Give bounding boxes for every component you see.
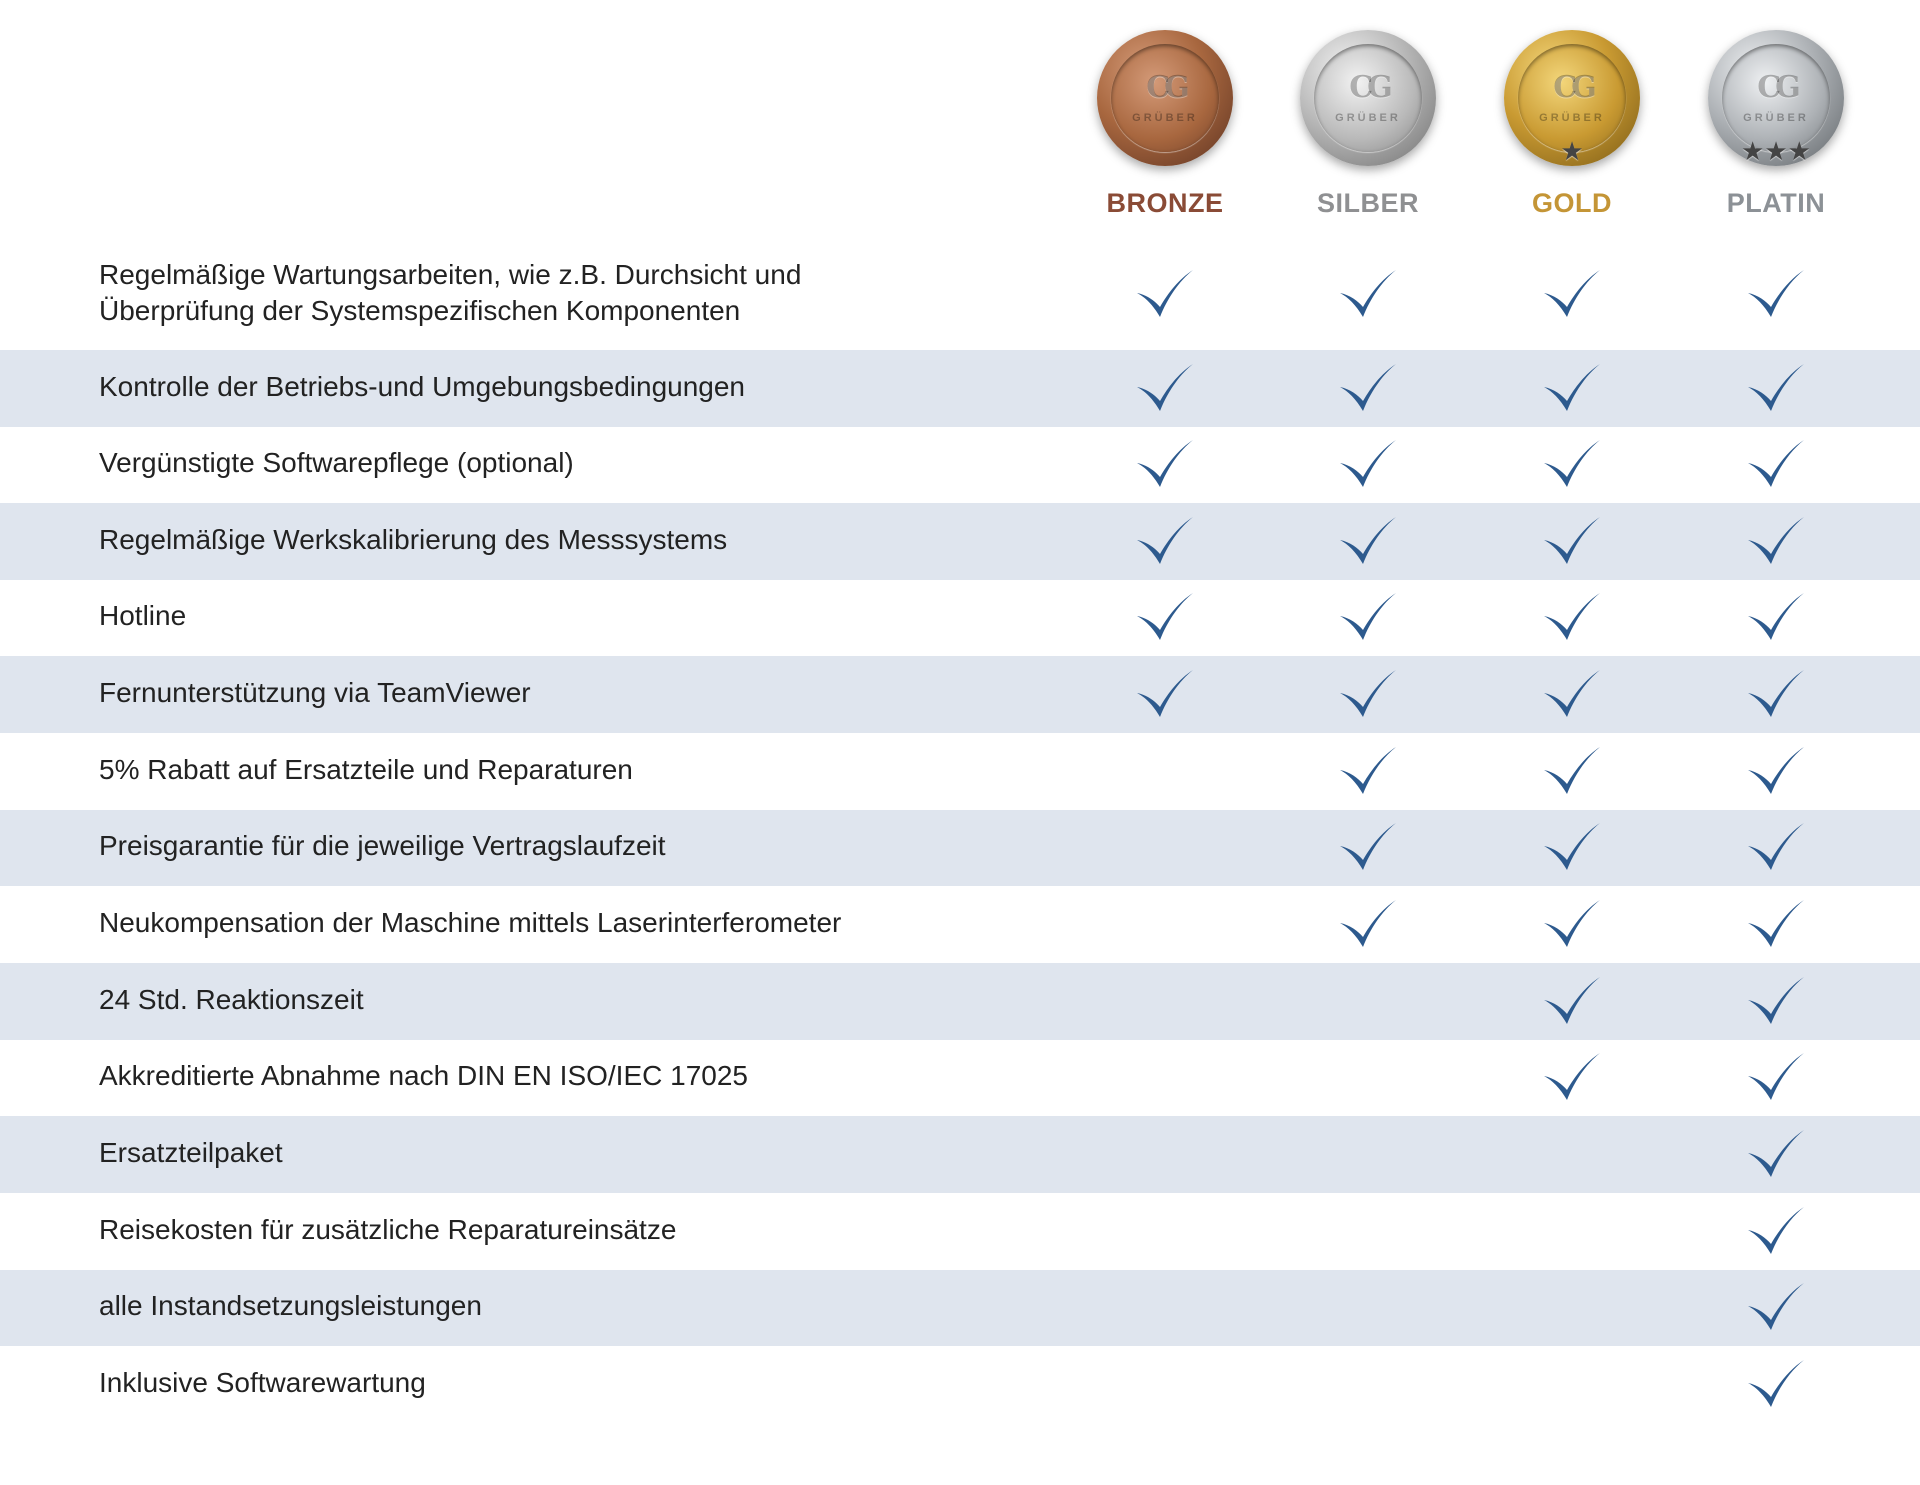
feature-row [0, 810, 1920, 886]
feature-row [0, 656, 1920, 733]
feature-label-line: Vergünstigte Softwarepflege (optional) [99, 447, 574, 478]
feature-label-line: Regelmäßige Werkskalibrierung des Messsystems [99, 524, 728, 555]
medal-brand: GRÜBER [1743, 112, 1809, 124]
checkmark-icon [1746, 974, 1806, 1030]
tier-header [0, 0, 1920, 240]
checkmark-icon [1746, 514, 1806, 570]
medal-icon [1097, 30, 1233, 166]
feature-label-line: Hotline [99, 600, 187, 631]
checkmark-icon [1746, 744, 1806, 800]
feature-label [99, 1212, 999, 1248]
checkmark-icon [1746, 820, 1806, 876]
star-icon: ★★★ [1741, 136, 1811, 166]
tier-bronze [1065, 30, 1265, 230]
feature-label-line: Überprüfung der Systemspezifischen Komponenten [99, 295, 741, 326]
feature-row [0, 1040, 1920, 1116]
feature-label-line: Reisekosten für zusätzliche Reparatureinsätze [99, 1214, 677, 1245]
feature-row [0, 1116, 1920, 1193]
checkmark-icon [1746, 1204, 1806, 1260]
feature-label-line: Ersatzteilpaket [99, 1137, 283, 1168]
feature-label [99, 752, 999, 788]
feature-label-line: Inklusive Softwarewartung [99, 1367, 426, 1398]
checkmark-icon [1746, 1127, 1806, 1183]
checkmark-icon [1542, 514, 1602, 570]
checkmark-icon [1746, 361, 1806, 417]
checkmark-icon [1338, 267, 1398, 323]
checkmark-icon [1746, 1357, 1806, 1413]
checkmark-icon [1542, 437, 1602, 493]
checkmark-icon [1338, 590, 1398, 646]
feature-label [99, 828, 999, 864]
checkmark-icon [1542, 897, 1602, 953]
checkmark-icon [1746, 667, 1806, 723]
checkmark-icon [1338, 514, 1398, 570]
feature-row [0, 426, 1920, 503]
feature-row [0, 733, 1920, 810]
feature-label-line: Kontrolle der Betriebs-und Umgebungsbedingungen [99, 371, 745, 402]
medal-brand: GRÜBER [1539, 112, 1605, 124]
medal-icon [1708, 30, 1844, 166]
checkmark-icon [1135, 590, 1195, 646]
feature-label [99, 369, 999, 405]
tier-name: GOLD [1532, 188, 1612, 218]
checkmark-icon [1542, 820, 1602, 876]
checkmark-icon [1746, 590, 1806, 646]
medal-brand: GRÜBER [1132, 112, 1198, 124]
tier-name: SILBER [1316, 188, 1419, 218]
feature-label-line: 24 Std. Reaktionszeit [99, 984, 364, 1015]
checkmark-icon [1542, 267, 1602, 323]
medal-monogram: CG [1349, 70, 1387, 105]
tier-name: BRONZE [1106, 188, 1224, 218]
feature-label-line: Akkreditierte Abnahme nach DIN EN ISO/IEC 17025 [99, 1060, 748, 1091]
checkmark-icon [1542, 667, 1602, 723]
checkmark-icon [1135, 267, 1195, 323]
feature-label-line: Neukompensation der Maschine mittels Laserinterferometer [99, 907, 842, 938]
feature-label [99, 445, 999, 481]
checkmark-icon [1746, 1050, 1806, 1106]
feature-row [0, 350, 1920, 427]
feature-row [0, 1193, 1920, 1270]
feature-row [0, 580, 1920, 656]
checkmark-icon [1542, 590, 1602, 646]
checkmark-icon [1135, 514, 1195, 570]
checkmark-icon [1542, 744, 1602, 800]
checkmark-icon [1542, 974, 1602, 1030]
feature-label-line: 5% Rabatt auf Ersatzteile und Reparaturen [99, 754, 633, 785]
checkmark-icon [1338, 361, 1398, 417]
medal-icon [1504, 30, 1640, 166]
feature-label [99, 1058, 999, 1094]
checkmark-icon [1338, 897, 1398, 953]
medal-brand: GRÜBER [1335, 112, 1401, 124]
medal-monogram: CG [1553, 70, 1591, 105]
checkmark-icon [1542, 1050, 1602, 1106]
checkmark-icon [1135, 437, 1195, 493]
feature-label-line: Regelmäßige Wartungsarbeiten, wie z.B. Durchsicht und [99, 259, 802, 290]
feature-label [99, 522, 999, 558]
feature-row [0, 240, 1920, 350]
feature-label-line: Fernunterstützung via TeamViewer [99, 677, 531, 708]
checkmark-icon [1746, 1280, 1806, 1336]
checkmark-icon [1746, 437, 1806, 493]
feature-label-line: Preisgarantie für die jeweilige Vertragslaufzeit [99, 830, 666, 861]
feature-label-line: alle Instandsetzungsleistungen [99, 1290, 482, 1321]
feature-label [99, 598, 999, 634]
medal-icon [1300, 30, 1436, 166]
feature-label [99, 257, 999, 329]
feature-label [99, 675, 999, 711]
medal-monogram: CG [1757, 70, 1795, 105]
medal-monogram: CG [1146, 70, 1184, 105]
tier-platin [1676, 30, 1876, 230]
checkmark-icon [1338, 437, 1398, 493]
checkmark-icon [1338, 667, 1398, 723]
feature-label [99, 1365, 999, 1401]
feature-row [0, 1270, 1920, 1346]
tier-name: PLATIN [1726, 188, 1826, 218]
feature-row [0, 886, 1920, 963]
feature-row [0, 503, 1920, 580]
feature-label [99, 1288, 999, 1324]
checkmark-icon [1135, 667, 1195, 723]
checkmark-icon [1542, 361, 1602, 417]
checkmark-icon [1338, 744, 1398, 800]
feature-label [99, 1135, 999, 1171]
star-icon: ★ [1560, 136, 1584, 166]
feature-row [0, 1346, 1920, 1423]
tier-silber [1268, 30, 1468, 230]
feature-label [99, 905, 999, 941]
checkmark-icon [1338, 820, 1398, 876]
checkmark-icon [1746, 267, 1806, 323]
tier-gold [1472, 30, 1672, 230]
feature-row [0, 963, 1920, 1040]
checkmark-icon [1135, 361, 1195, 417]
checkmark-icon [1746, 897, 1806, 953]
feature-label [99, 982, 999, 1018]
